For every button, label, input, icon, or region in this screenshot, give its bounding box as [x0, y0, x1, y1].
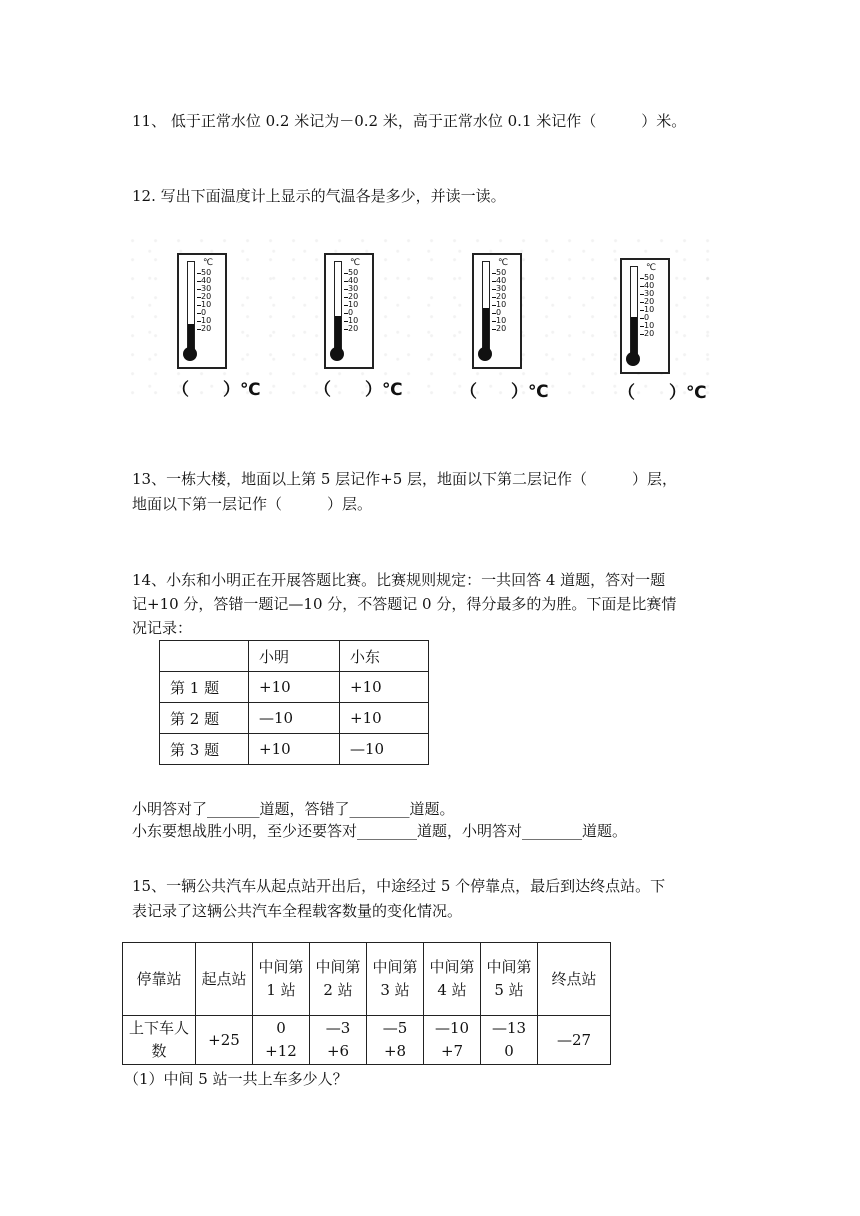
thermometer — [620, 258, 670, 374]
table-cell: 小东 — [340, 641, 429, 672]
table-cell: 中间第 1 站 — [253, 943, 310, 1016]
scale-label: 40 — [496, 276, 507, 285]
scale-tick — [344, 329, 348, 330]
scale-label: 10 — [201, 316, 212, 325]
table-cell: 上下车人数 — [123, 1016, 196, 1065]
table-cell — [481, 1016, 538, 1065]
answer-blank: （ ）℃ — [314, 380, 403, 400]
scale-label: 0 — [348, 308, 354, 317]
scale-tick — [344, 297, 348, 298]
table-cell: 终点站 — [538, 943, 611, 1016]
table-row — [160, 734, 429, 765]
scale-tick — [492, 297, 496, 298]
thermometer-fluid — [483, 308, 489, 348]
scale-label: 40 — [348, 276, 359, 285]
scale-label: 40 — [201, 276, 212, 285]
thermometer-tube — [334, 261, 342, 349]
scale-tick — [344, 289, 348, 290]
scale-tick — [344, 305, 348, 306]
scale-label: 20 — [348, 292, 359, 301]
scale-label: 30 — [348, 284, 359, 293]
thermometer-unit: ℃ — [203, 258, 214, 268]
table-cell: 中间第 5 站 — [481, 943, 538, 1016]
cell-line: +8 — [383, 1042, 407, 1060]
thermometer-unit: ℃ — [646, 263, 657, 273]
scale-tick — [492, 281, 496, 282]
thermometer-fluid — [631, 317, 637, 353]
bus-table — [122, 942, 611, 1065]
cell-line: —10 — [434, 1019, 470, 1037]
thermometer-tube — [630, 266, 638, 354]
scale-tick — [640, 302, 644, 303]
question-14-line2: 记+10 分，答错一题记—10 分，不答题记 0 分，得分最多的为胜。下面是比赛情 — [132, 595, 677, 613]
scale-tick — [197, 329, 201, 330]
question-14-fill1: 小明答对了_______道题，答错了________道题。 — [132, 800, 455, 818]
scale-tick — [197, 273, 201, 274]
scale-label: 10 — [348, 316, 359, 325]
table-row — [160, 672, 429, 703]
scale-tick — [344, 273, 348, 274]
question-15-sub1: （1）中间 5 站一共上车多少人？ — [124, 1070, 348, 1088]
table-row — [160, 703, 429, 734]
table-cell: +25 — [196, 1016, 253, 1065]
scale-tick — [492, 329, 496, 330]
scale-tick — [197, 321, 201, 322]
question-12: 12. 写出下面温度计上显示的气温各是多少，并读一读。 — [132, 187, 506, 205]
scale-tick — [344, 321, 348, 322]
scale-tick — [197, 297, 201, 298]
cell-line: 0 — [504, 1042, 514, 1060]
question-15-line2: 表记录了这辆公共汽车全程载客数量的变化情况。 — [132, 902, 463, 920]
answer-blank: （ ）℃ — [618, 383, 707, 403]
scale-tick — [640, 286, 644, 287]
table-row — [123, 1016, 611, 1065]
scale-label: 30 — [201, 284, 212, 293]
table-cell — [253, 1016, 310, 1065]
table-cell: +10 — [249, 734, 340, 765]
question-14-line1: 14、小东和小明正在开展答题比赛。比赛规则规定：一共回答 4 道题，答对一题 — [132, 571, 666, 589]
scale-label: 10 — [644, 305, 655, 314]
table-cell: +10 — [340, 672, 429, 703]
table-cell: —10 — [340, 734, 429, 765]
question-13-line2: 地面以下第一层记作（ ）层。 — [132, 495, 373, 513]
table-cell — [310, 1016, 367, 1065]
scale-tick — [344, 313, 348, 314]
scale-tick — [640, 310, 644, 311]
table-cell: +10 — [249, 672, 340, 703]
table-cell: 第 2 题 — [160, 703, 249, 734]
scale-label: 50 — [201, 268, 212, 277]
scale-label: 50 — [496, 268, 507, 277]
thermometer — [324, 253, 374, 369]
answer-blank: （ ）℃ — [460, 382, 549, 402]
thermometer-fluid — [188, 324, 194, 348]
question-14-fill2: 小东要想战胜小明，至少还要答对________道题，小明答对________道题。 — [132, 822, 628, 840]
thermometer-bulb — [626, 352, 640, 366]
scale-label: 0 — [496, 308, 502, 317]
scale-tick — [197, 281, 201, 282]
table-cell: 停靠站 — [123, 943, 196, 1016]
scale-tick — [640, 334, 644, 335]
scale-label: 0 — [644, 313, 650, 322]
thermometer-bulb — [183, 347, 197, 361]
scale-tick — [197, 313, 201, 314]
scale-label: 10 — [201, 300, 212, 309]
scale-tick — [197, 305, 201, 306]
scale-label: 0 — [201, 308, 207, 317]
scale-label: 30 — [644, 289, 655, 298]
question-15-line1: 15、一辆公共汽车从起点站开出后，中途经过 5 个停靠点，最后到达终点站。下 — [132, 877, 666, 895]
cell-line: —13 — [491, 1019, 527, 1037]
table-header-row — [123, 943, 611, 1016]
scale-label: 30 — [496, 284, 507, 293]
table-cell: —10 — [249, 703, 340, 734]
answer-blank: （ ）℃ — [172, 380, 261, 400]
scale-label: 10 — [348, 300, 359, 309]
scale-label: 20 — [201, 292, 212, 301]
table-cell: 第 1 题 — [160, 672, 249, 703]
cell-line: +7 — [440, 1042, 464, 1060]
question-13-line1: 13、一栋大楼，地面以上第 5 层记作+5 层，地面以下第二层记作（ ）层， — [132, 470, 678, 488]
scale-tick — [640, 326, 644, 327]
scale-label: 20 — [348, 324, 359, 333]
scale-tick — [492, 321, 496, 322]
table-cell: 中间第 4 站 — [424, 943, 481, 1016]
scale-tick — [640, 318, 644, 319]
table-cell: +10 — [340, 703, 429, 734]
cell-line: —3 — [325, 1019, 351, 1037]
thermometer — [177, 253, 227, 369]
thermometer-bulb — [478, 347, 492, 361]
scale-label: 50 — [644, 273, 655, 282]
scale-label: 50 — [348, 268, 359, 277]
scale-tick — [640, 294, 644, 295]
scale-label: 40 — [644, 281, 655, 290]
scale-label: 20 — [201, 324, 212, 333]
thermometer-bulb — [330, 347, 344, 361]
scale-label: 20 — [644, 297, 655, 306]
table-header-row — [160, 641, 429, 672]
scale-label: 20 — [496, 292, 507, 301]
scale-tick — [492, 273, 496, 274]
scale-label: 20 — [496, 324, 507, 333]
table-cell: 小明 — [249, 641, 340, 672]
thermometer-tube — [187, 261, 195, 349]
question-11: 11、 低于正常水位 0.2 米记为－0.2 米，高于正常水位 0.1 米记作（ ）米。 — [132, 112, 687, 130]
table-cell: 第 3 题 — [160, 734, 249, 765]
thermometer — [472, 253, 522, 369]
thermometer-tube — [482, 261, 490, 349]
table-cell: —27 — [538, 1016, 611, 1065]
table-cell — [160, 641, 249, 672]
question-14-line3: 况记录： — [132, 619, 193, 637]
table-cell: 中间第 2 站 — [310, 943, 367, 1016]
cell-line: —5 — [382, 1019, 408, 1037]
table-cell: 中间第 3 站 — [367, 943, 424, 1016]
scale-label: 20 — [644, 329, 655, 338]
scale-tick — [492, 289, 496, 290]
thermometer-unit: ℃ — [350, 258, 361, 268]
cell-line: 0 — [276, 1019, 286, 1037]
cell-line: +6 — [326, 1042, 350, 1060]
thermometer-fluid — [335, 316, 341, 348]
scale-tick — [344, 281, 348, 282]
score-table — [159, 640, 429, 765]
table-cell — [367, 1016, 424, 1065]
scale-tick — [197, 289, 201, 290]
scale-label: 10 — [496, 316, 507, 325]
scale-label: 10 — [644, 321, 655, 330]
thermometer-unit: ℃ — [498, 258, 509, 268]
scale-tick — [640, 278, 644, 279]
scale-tick — [492, 305, 496, 306]
table-cell — [424, 1016, 481, 1065]
cell-line: +12 — [265, 1042, 297, 1060]
scale-tick — [492, 313, 496, 314]
thermometer-figure — [128, 235, 718, 405]
table-cell: 起点站 — [196, 943, 253, 1016]
scale-label: 10 — [496, 300, 507, 309]
